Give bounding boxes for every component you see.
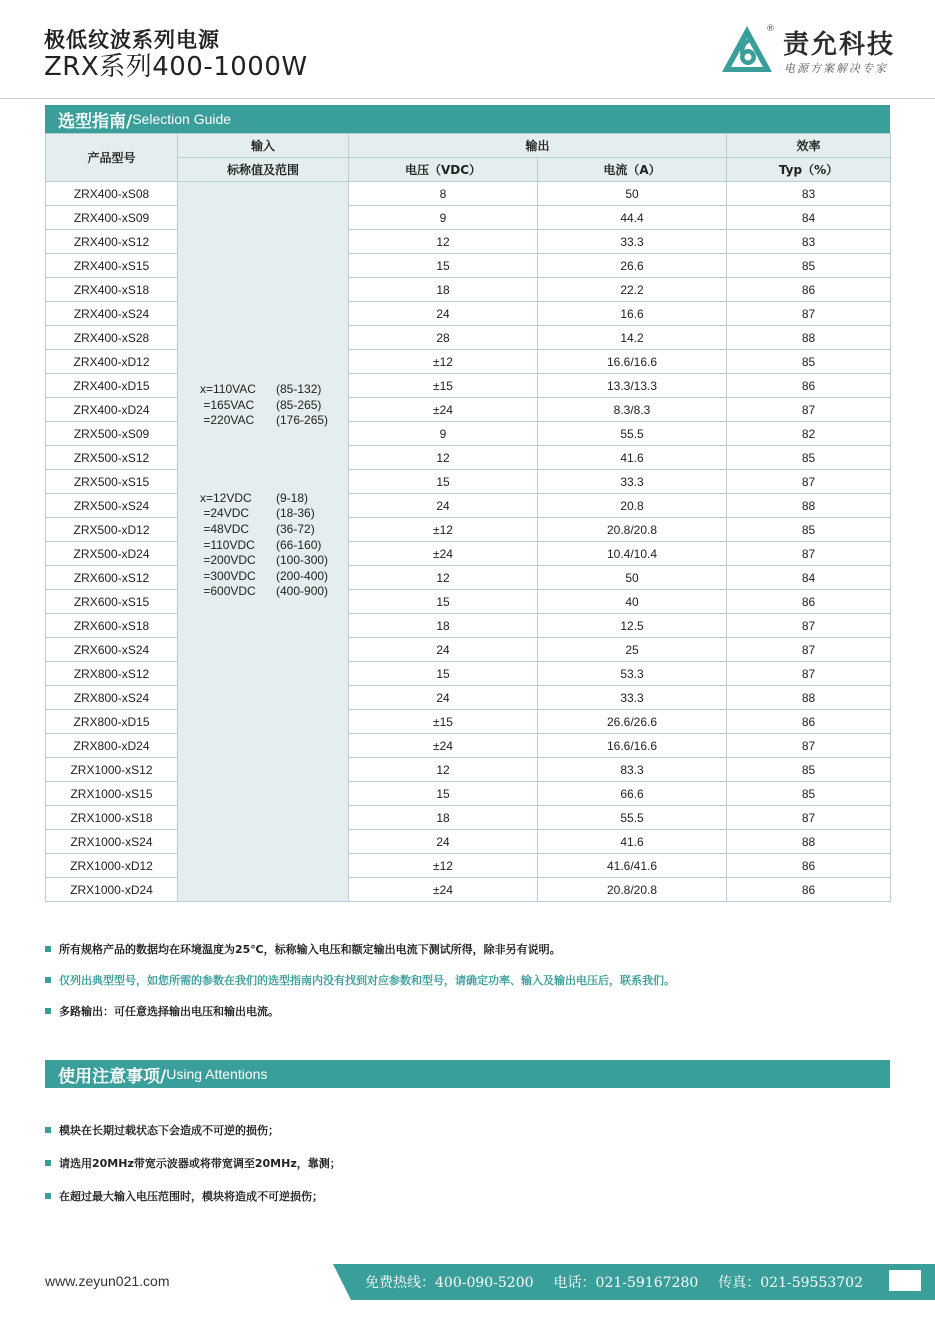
series-title-en: ZRX系列400-1000W (44, 52, 308, 82)
table-row (46, 350, 891, 374)
cell-model: ZRX400-xS18 (46, 278, 178, 302)
input-nominal: =110VDC (200, 537, 255, 552)
cell-voltage: 24 (349, 494, 538, 518)
input-range-line (200, 491, 348, 507)
cell-current: 41.6 (538, 830, 727, 854)
cell-voltage: ±24 (349, 542, 538, 566)
input-range: (9-18) (276, 490, 309, 505)
cell-current: 53.3 (538, 662, 727, 686)
selection-guide-heading (45, 105, 890, 133)
cell-model: ZRX400-xS08 (46, 182, 178, 206)
cell-voltage: ±15 (349, 710, 538, 734)
note-typical-models: 仅列出典型型号，如您所需的参数在我们的选型指南内没有找到对应参数和型号，请确定功率、输入及输出电压后，联系我们。 (45, 972, 675, 988)
input-nominal: x=110VAC (200, 382, 256, 396)
note-test-conditions: 所有规格产品的数据均在环境温度为25℃，标称输入电压和额定输出电流下测试所得，除非另有说明。 (45, 941, 561, 957)
table-row (46, 446, 891, 470)
cell-current: 33.3 (538, 230, 727, 254)
cell-current: 13.3/13.3 (538, 374, 727, 398)
cell-efficiency: 87 (727, 470, 891, 494)
cell-model: ZRX800-xD15 (46, 710, 178, 734)
cell-current: 44.4 (538, 206, 727, 230)
cell-current: 14.2 (538, 326, 727, 350)
cell-current: 33.3 (538, 686, 727, 710)
cell-current: 16.6 (538, 302, 727, 326)
attention-item: 在超过最大输入电压范围时，模块将造成不可逆损伤； (45, 1188, 323, 1204)
cell-model: ZRX1000-xD12 (46, 854, 178, 878)
cell-model: ZRX400-xD24 (46, 398, 178, 422)
cell-voltage: ±24 (349, 398, 538, 422)
phone-text: 电话：021-59167280 (553, 1275, 699, 1291)
cell-current: 33.3 (538, 470, 727, 494)
header-voltage: 电压（VDC） (349, 158, 538, 182)
input-range-line (200, 413, 348, 429)
cell-current: 41.6/41.6 (538, 854, 727, 878)
table-row (46, 854, 891, 878)
table-row (46, 278, 891, 302)
cell-input-range (178, 182, 349, 902)
table-row (46, 686, 891, 710)
cell-model: ZRX1000-xS18 (46, 806, 178, 830)
cell-model: ZRX1000-xS24 (46, 830, 178, 854)
input-range-line (200, 382, 348, 398)
cell-current: 20.8/20.8 (538, 518, 727, 542)
cell-voltage: 15 (349, 470, 538, 494)
input-range: (36-72) (276, 521, 315, 536)
header-divider (0, 98, 935, 99)
cell-voltage: 24 (349, 830, 538, 854)
cell-efficiency: 84 (727, 566, 891, 590)
table-row (46, 206, 891, 230)
table-row (46, 254, 891, 278)
cell-voltage: 15 (349, 782, 538, 806)
cell-efficiency: 83 (727, 182, 891, 206)
table-row (46, 494, 891, 518)
cell-current: 50 (538, 182, 727, 206)
input-nominal: x=12VDC (200, 490, 252, 505)
cell-current: 20.8/20.8 (538, 878, 727, 902)
input-range-line (200, 553, 348, 569)
table-row (46, 566, 891, 590)
cell-efficiency: 83 (727, 230, 891, 254)
cell-voltage: 28 (349, 326, 538, 350)
cell-efficiency: 88 (727, 494, 891, 518)
input-nominal: =48VDC (200, 521, 250, 536)
attention-item: 请选用20MHz带宽示波器或将带宽调至20MHz，靠测； (45, 1155, 341, 1171)
header-output: 输出 (349, 134, 727, 158)
cell-current: 55.5 (538, 422, 727, 446)
table-row (46, 782, 891, 806)
input-nominal: =24VDC (200, 506, 250, 521)
cell-model: ZRX600-xS15 (46, 590, 178, 614)
table-row (46, 182, 891, 206)
table-row (46, 374, 891, 398)
cell-model: ZRX800-xD24 (46, 734, 178, 758)
footer-page-box (889, 1270, 921, 1291)
input-nominal: =165VAC (200, 397, 255, 412)
cell-voltage: 15 (349, 662, 538, 686)
cell-current: 66.6 (538, 782, 727, 806)
registered-mark: ® (766, 24, 775, 34)
cell-current: 40 (538, 590, 727, 614)
cell-voltage: 24 (349, 302, 538, 326)
table-row (46, 710, 891, 734)
cell-voltage: ±24 (349, 878, 538, 902)
input-nominal: =600VDC (200, 584, 256, 599)
cell-current: 22.2 (538, 278, 727, 302)
cell-model: ZRX800-xS12 (46, 662, 178, 686)
selection-guide-title-cn: 选型指南/ (58, 111, 133, 132)
website-link[interactable]: www.zeyun021.com (45, 1273, 170, 1289)
cell-current: 10.4/10.4 (538, 542, 727, 566)
input-range-line (200, 538, 348, 554)
input-range-line (200, 569, 348, 585)
cell-current: 25 (538, 638, 727, 662)
input-range-line (200, 398, 348, 414)
table-row (46, 422, 891, 446)
cell-current: 41.6 (538, 446, 727, 470)
cell-model: ZRX600-xS18 (46, 614, 178, 638)
table-row (46, 326, 891, 350)
table-row (46, 398, 891, 422)
table-row (46, 542, 891, 566)
table-row (46, 878, 891, 902)
cell-voltage: ±12 (349, 854, 538, 878)
cell-model: ZRX400-xS28 (46, 326, 178, 350)
selection-guide-title-en: Selection Guide (132, 111, 232, 127)
input-range-line (200, 522, 348, 538)
cell-efficiency: 85 (727, 254, 891, 278)
cell-model: ZRX600-xS24 (46, 638, 178, 662)
cell-efficiency: 88 (727, 326, 891, 350)
cell-efficiency: 82 (727, 422, 891, 446)
table-row (46, 806, 891, 830)
cell-model: ZRX500-xD24 (46, 542, 178, 566)
table-row (46, 638, 891, 662)
cell-efficiency: 85 (727, 518, 891, 542)
cell-efficiency: 86 (727, 878, 891, 902)
table-row (46, 830, 891, 854)
bullet-square-icon (45, 1193, 51, 1199)
cell-efficiency: 87 (727, 806, 891, 830)
cell-voltage: ±24 (349, 734, 538, 758)
table-row (46, 662, 891, 686)
cell-voltage: 8 (349, 182, 538, 206)
bullet-square-icon (45, 977, 51, 983)
using-attentions-title-cn: 使用注意事项/ (58, 1066, 167, 1087)
header-current: 电流（A） (538, 158, 727, 182)
note-multi-output: 多路输出：可任意选择输出电压和输出电流。 (45, 1003, 279, 1019)
brand-slogan: 电源方案解决专家 (784, 62, 888, 75)
cell-current: 16.6/16.6 (538, 350, 727, 374)
hotline-text: 免费热线：400-090-5200 (365, 1275, 534, 1291)
cell-voltage: 15 (349, 254, 538, 278)
cell-current: 8.3/8.3 (538, 398, 727, 422)
using-attentions-title-en: Using Attentions (166, 1066, 268, 1082)
cell-current: 12.5 (538, 614, 727, 638)
cell-voltage: ±12 (349, 350, 538, 374)
cell-current: 26.6/26.6 (538, 710, 727, 734)
cell-model: ZRX400-xD12 (46, 350, 178, 374)
cell-model: ZRX500-xS24 (46, 494, 178, 518)
cell-model: ZRX1000-xD24 (46, 878, 178, 902)
input-nominal: =300VDC (200, 568, 256, 583)
header-input: 输入 (178, 134, 349, 158)
cell-voltage: 15 (349, 590, 538, 614)
cell-efficiency: 85 (727, 350, 891, 374)
input-range: (85-265) (276, 397, 322, 412)
bullet-square-icon (45, 1127, 51, 1133)
cell-efficiency: 85 (727, 446, 891, 470)
header-input-range: 标称值及范围 (178, 158, 349, 182)
cell-efficiency: 88 (727, 830, 891, 854)
cell-efficiency: 87 (727, 662, 891, 686)
table-row (46, 230, 891, 254)
cell-efficiency: 87 (727, 302, 891, 326)
table-row (46, 614, 891, 638)
table-row (46, 470, 891, 494)
brand-name: 责允科技 (783, 30, 896, 60)
cell-voltage: 18 (349, 278, 538, 302)
footer-contact-info (365, 1272, 871, 1292)
input-range: (200-400) (276, 568, 329, 583)
input-range: (100-300) (276, 553, 329, 568)
cell-model: ZRX400-xD15 (46, 374, 178, 398)
cell-efficiency: 87 (727, 614, 891, 638)
input-range: (18-36) (276, 506, 315, 521)
header-model: 产品型号 (46, 134, 178, 182)
input-nominal: =200VDC (200, 553, 256, 568)
cell-efficiency: 87 (727, 542, 891, 566)
cell-current: 50 (538, 566, 727, 590)
table-row (46, 302, 891, 326)
cell-model: ZRX500-xS12 (46, 446, 178, 470)
cell-model: ZRX1000-xS12 (46, 758, 178, 782)
cell-current: 83.3 (538, 758, 727, 782)
cell-voltage: 18 (349, 806, 538, 830)
cell-model: ZRX500-xS15 (46, 470, 178, 494)
cell-model: ZRX800-xS24 (46, 686, 178, 710)
cell-efficiency: 85 (727, 782, 891, 806)
table-row (46, 758, 891, 782)
table-row (46, 734, 891, 758)
cell-efficiency: 86 (727, 278, 891, 302)
cell-efficiency: 87 (727, 638, 891, 662)
cell-efficiency: 88 (727, 686, 891, 710)
cell-voltage: ±15 (349, 374, 538, 398)
table-row (46, 590, 891, 614)
header-efficiency-typ: Typ（%） (727, 158, 891, 182)
cell-current: 16.6/16.6 (538, 734, 727, 758)
series-title-cn: 极低纹波系列电源 (44, 28, 220, 52)
input-range-line (200, 506, 348, 522)
cell-voltage: 24 (349, 686, 538, 710)
cell-model: ZRX600-xS12 (46, 566, 178, 590)
cell-voltage: ±12 (349, 518, 538, 542)
cell-model: ZRX400-xS24 (46, 302, 178, 326)
input-range-line (200, 584, 348, 600)
cell-efficiency: 86 (727, 590, 891, 614)
selection-guide-table (45, 133, 891, 902)
fax-text: 传真：021-59553702 (718, 1275, 863, 1291)
bullet-square-icon (45, 946, 51, 952)
cell-voltage: 18 (349, 614, 538, 638)
cell-model: ZRX500-xD12 (46, 518, 178, 542)
cell-voltage: 12 (349, 230, 538, 254)
cell-model: ZRX500-xS09 (46, 422, 178, 446)
cell-current: 55.5 (538, 806, 727, 830)
input-range: (66-160) (276, 537, 322, 552)
cell-voltage: 9 (349, 206, 538, 230)
cell-voltage: 9 (349, 422, 538, 446)
cell-model: ZRX1000-xS15 (46, 782, 178, 806)
input-spacer (200, 429, 348, 491)
input-range: (400-900) (276, 584, 329, 599)
cell-efficiency: 86 (727, 710, 891, 734)
cell-voltage: 12 (349, 446, 538, 470)
attention-item: 模块在长期过载状态下会造成不可逆的损伤； (45, 1122, 279, 1138)
cell-efficiency: 87 (727, 398, 891, 422)
header-efficiency: 效率 (727, 134, 891, 158)
cell-efficiency: 86 (727, 374, 891, 398)
input-nominal: =220VAC (200, 413, 255, 428)
cell-efficiency: 87 (727, 734, 891, 758)
bullet-square-icon (45, 1160, 51, 1166)
cell-voltage: 12 (349, 758, 538, 782)
input-range: (176-265) (276, 413, 329, 428)
cell-current: 26.6 (538, 254, 727, 278)
cell-efficiency: 86 (727, 854, 891, 878)
cell-model: ZRX400-xS15 (46, 254, 178, 278)
cell-voltage: 12 (349, 566, 538, 590)
cell-voltage: 24 (349, 638, 538, 662)
cell-current: 20.8 (538, 494, 727, 518)
cell-model: ZRX400-xS09 (46, 206, 178, 230)
cell-efficiency: 84 (727, 206, 891, 230)
cell-model: ZRX400-xS12 (46, 230, 178, 254)
input-range: (85-132) (276, 382, 322, 396)
page-header (0, 0, 935, 100)
table-row (46, 518, 891, 542)
using-attentions-heading (45, 1060, 890, 1088)
cell-efficiency: 85 (727, 758, 891, 782)
bullet-square-icon (45, 1008, 51, 1014)
